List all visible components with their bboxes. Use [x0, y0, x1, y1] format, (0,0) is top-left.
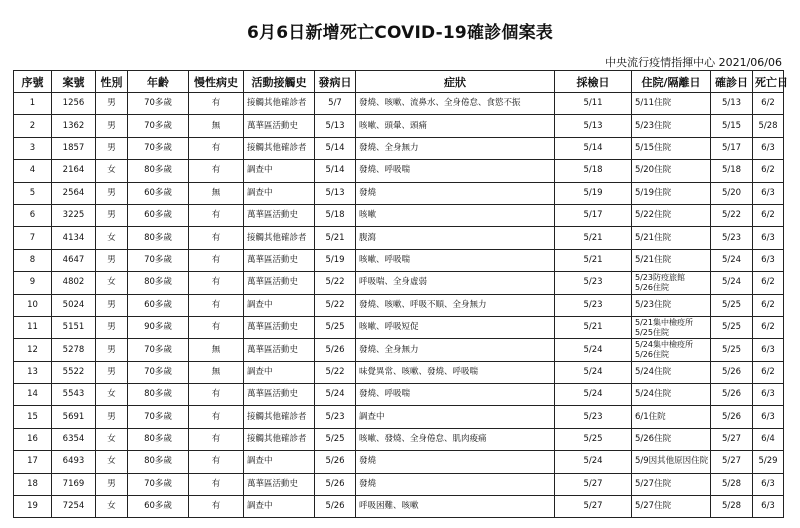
table-row — [14, 406, 784, 428]
cell-chronic: 無 — [189, 182, 244, 204]
cell-age: 70多歲 — [128, 339, 189, 361]
cell-contact: 調查中 — [244, 451, 315, 473]
cell-chronic: 有 — [189, 473, 244, 495]
cell-chronic: 有 — [189, 93, 244, 115]
cell-symptoms: 咳嗽、頭暈、頭痛 — [356, 115, 555, 137]
cell-hospital — [632, 182, 711, 204]
cell-confirmed: 5/26 — [711, 384, 753, 406]
cell-onset: 5/26 — [315, 451, 356, 473]
death-case-table — [13, 70, 788, 518]
cell-chronic: 有 — [189, 137, 244, 159]
table-row — [14, 316, 784, 338]
cell-age: 60多歲 — [128, 294, 189, 316]
hospital-line: 5/21住院 — [635, 254, 672, 265]
table-row — [14, 160, 784, 182]
cell-age: 80多歲 — [128, 384, 189, 406]
cell-chronic: 無 — [189, 115, 244, 137]
hospital-line: 5/21住院 — [635, 232, 672, 243]
cell-confirmed: 5/13 — [711, 93, 753, 115]
cell-contact: 萬華區活動史 — [244, 339, 315, 361]
cell-death: 6/3 — [753, 496, 784, 518]
cell-age: 70多歲 — [128, 473, 189, 495]
cell-test-date: 5/24 — [555, 361, 632, 383]
hospital-line: 5/22住院 — [635, 210, 672, 221]
cell-symptoms: 發燒、呼吸喘 — [356, 384, 555, 406]
hospital-line: 5/26住院 — [635, 349, 669, 359]
cell-age: 70多歲 — [128, 406, 189, 428]
cell-test-date: 5/17 — [555, 204, 632, 226]
cell-hospital — [632, 204, 711, 226]
cell-chronic: 有 — [189, 451, 244, 473]
cell-sex: 女 — [96, 428, 128, 450]
cell-test-date: 5/21 — [555, 316, 632, 338]
cell-hospital — [632, 361, 711, 383]
hospital-line: 5/27住院 — [635, 478, 672, 489]
cell-contact: 接觸其他確診者 — [244, 137, 315, 159]
header-hospital: 住院/隔離日 — [632, 71, 711, 93]
cell-chronic: 有 — [189, 496, 244, 518]
table-row — [14, 182, 784, 204]
cell-test-date: 5/21 — [555, 249, 632, 271]
cell-sex: 女 — [96, 384, 128, 406]
cell-chronic: 有 — [189, 272, 244, 294]
cell-test-date: 5/24 — [555, 339, 632, 361]
cell-contact: 調查中 — [244, 294, 315, 316]
cell-hospital — [632, 473, 711, 495]
cell-sex: 女 — [96, 496, 128, 518]
cell-seq: 9 — [14, 272, 52, 294]
hospital-line: 5/21集中檢疫所 — [635, 318, 693, 328]
cell-death: 6/2 — [753, 316, 784, 338]
cell-test-date: 5/11 — [555, 93, 632, 115]
hospital-line: 5/11住院 — [635, 98, 672, 109]
cell-onset: 5/22 — [315, 272, 356, 294]
header-contact: 活動接觸史 — [244, 71, 315, 93]
cell-test-date: 5/19 — [555, 182, 632, 204]
cell-onset: 5/13 — [315, 182, 356, 204]
cell-symptoms: 咳嗽、發燒、全身倦怠、肌肉痠痛 — [356, 428, 555, 450]
table-row — [14, 451, 784, 473]
cell-test-date: 5/18 — [555, 160, 632, 182]
cell-case-no: 7254 — [52, 496, 96, 518]
cell-contact: 接觸其他確診者 — [244, 93, 315, 115]
source-and-date: 中央流行疫情指揮中心 2021/06/06 — [605, 56, 782, 69]
cell-onset: 5/25 — [315, 316, 356, 338]
cell-chronic: 有 — [189, 428, 244, 450]
header-death: 死亡日 — [753, 71, 784, 93]
cell-case-no: 3225 — [52, 204, 96, 226]
cell-sex: 男 — [96, 316, 128, 338]
cell-sex: 男 — [96, 249, 128, 271]
hospital-line: 5/26住院 — [635, 282, 669, 292]
cell-onset: 5/24 — [315, 384, 356, 406]
cell-death: 6/2 — [753, 294, 784, 316]
cell-death: 6/2 — [753, 204, 784, 226]
cell-sex: 女 — [96, 451, 128, 473]
table-row — [14, 227, 784, 249]
cell-age: 70多歲 — [128, 249, 189, 271]
cell-symptoms: 咳嗽、呼吸短促 — [356, 316, 555, 338]
cell-onset: 5/26 — [315, 339, 356, 361]
table-row — [14, 361, 784, 383]
cell-chronic: 有 — [189, 384, 244, 406]
cell-chronic: 有 — [189, 316, 244, 338]
cell-case-no: 5543 — [52, 384, 96, 406]
cell-confirmed: 5/28 — [711, 496, 753, 518]
cell-confirmed: 5/26 — [711, 406, 753, 428]
cell-chronic: 有 — [189, 294, 244, 316]
header-symptoms: 症狀 — [356, 71, 555, 93]
cell-test-date: 5/24 — [555, 451, 632, 473]
cell-seq: 18 — [14, 473, 52, 495]
cell-hospital — [632, 406, 711, 428]
cell-onset: 5/25 — [315, 428, 356, 450]
cell-test-date: 5/27 — [555, 473, 632, 495]
cell-seq: 3 — [14, 137, 52, 159]
table-row — [14, 428, 784, 450]
header-sex: 性別 — [96, 71, 128, 93]
cell-death: 6/3 — [753, 339, 784, 361]
cell-case-no: 1857 — [52, 137, 96, 159]
cell-sex: 男 — [96, 294, 128, 316]
table-row — [14, 137, 784, 159]
cell-death: 6/4 — [753, 428, 784, 450]
table-row — [14, 272, 784, 294]
cell-hospital — [632, 93, 711, 115]
cell-hospital — [632, 339, 711, 361]
cell-hospital — [632, 496, 711, 518]
cell-confirmed: 5/24 — [711, 272, 753, 294]
cell-confirmed: 5/24 — [711, 249, 753, 271]
cell-seq: 11 — [14, 316, 52, 338]
cell-hospital — [632, 115, 711, 137]
cell-death: 6/3 — [753, 227, 784, 249]
cell-age: 70多歲 — [128, 115, 189, 137]
cell-case-no: 6354 — [52, 428, 96, 450]
cell-case-no: 5151 — [52, 316, 96, 338]
cell-age: 60多歲 — [128, 204, 189, 226]
cell-seq: 6 — [14, 204, 52, 226]
cell-chronic: 有 — [189, 227, 244, 249]
cell-contact: 接觸其他確診者 — [244, 428, 315, 450]
cell-confirmed: 5/22 — [711, 204, 753, 226]
header-case-no: 案號 — [52, 71, 96, 93]
cell-chronic: 有 — [189, 249, 244, 271]
table-header-row — [14, 71, 784, 93]
cell-symptoms: 發燒 — [356, 473, 555, 495]
hospital-line: 5/25住院 — [635, 327, 669, 337]
cell-sex: 男 — [96, 204, 128, 226]
cell-seq: 17 — [14, 451, 52, 473]
cell-chronic: 有 — [189, 406, 244, 428]
cell-sex: 男 — [96, 361, 128, 383]
cell-seq: 13 — [14, 361, 52, 383]
cell-death: 6/3 — [753, 473, 784, 495]
table-row — [14, 496, 784, 518]
cell-seq: 14 — [14, 384, 52, 406]
cell-seq: 4 — [14, 160, 52, 182]
cell-onset: 5/23 — [315, 406, 356, 428]
cell-seq: 12 — [14, 339, 52, 361]
cell-contact: 萬華區活動史 — [244, 316, 315, 338]
cell-age: 70多歲 — [128, 361, 189, 383]
cell-age: 80多歲 — [128, 272, 189, 294]
hospital-line: 5/15住院 — [635, 143, 672, 154]
cell-age: 90多歲 — [128, 316, 189, 338]
cell-case-no: 5691 — [52, 406, 96, 428]
cell-age: 70多歲 — [128, 93, 189, 115]
hospital-line: 5/9因其他原因住院 — [635, 456, 709, 467]
cell-test-date: 5/24 — [555, 384, 632, 406]
cell-contact: 萬華區活動史 — [244, 204, 315, 226]
cell-sex: 女 — [96, 160, 128, 182]
cell-symptoms: 發燒、全身無力 — [356, 339, 555, 361]
cell-sex: 女 — [96, 227, 128, 249]
cell-hospital — [632, 384, 711, 406]
hospital-line: 5/23住院 — [635, 120, 672, 131]
cell-case-no: 1362 — [52, 115, 96, 137]
cell-contact: 調查中 — [244, 160, 315, 182]
hospital-line: 5/20住院 — [635, 165, 672, 176]
cell-case-no: 2564 — [52, 182, 96, 204]
hospital-line: 5/24集中檢疫所 — [635, 340, 693, 350]
cell-case-no: 1256 — [52, 93, 96, 115]
cell-hospital — [632, 160, 711, 182]
cell-contact: 萬華區活動史 — [244, 473, 315, 495]
hospital-line: 5/24住院 — [635, 389, 672, 400]
cell-case-no: 4647 — [52, 249, 96, 271]
hospital-line: 6/1住院 — [635, 411, 666, 422]
cell-onset: 5/22 — [315, 294, 356, 316]
cell-sex: 男 — [96, 406, 128, 428]
cell-case-no: 5522 — [52, 361, 96, 383]
hospital-line: 5/23防疫旅館 — [635, 273, 685, 283]
cell-chronic: 無 — [189, 339, 244, 361]
cell-sex: 女 — [96, 272, 128, 294]
cell-onset: 5/19 — [315, 249, 356, 271]
table-row — [14, 339, 784, 361]
cell-death: 6/2 — [753, 272, 784, 294]
cell-contact: 萬華區活動史 — [244, 115, 315, 137]
cell-symptoms: 味覺異常、咳嗽、發燒、呼吸喘 — [356, 361, 555, 383]
cell-hospital — [632, 451, 711, 473]
table-row — [14, 473, 784, 495]
cell-case-no: 7169 — [52, 473, 96, 495]
cell-age: 70多歲 — [128, 137, 189, 159]
table-row — [14, 93, 784, 115]
cell-symptoms: 發燒 — [356, 451, 555, 473]
cell-sex: 男 — [96, 137, 128, 159]
header-chronic: 慢性病史 — [189, 71, 244, 93]
cell-test-date: 5/21 — [555, 227, 632, 249]
cell-contact: 接觸其他確診者 — [244, 227, 315, 249]
cell-death: 5/29 — [753, 451, 784, 473]
cell-death: 6/2 — [753, 93, 784, 115]
cell-death: 6/2 — [753, 160, 784, 182]
cell-seq: 1 — [14, 93, 52, 115]
table-row — [14, 294, 784, 316]
cell-chronic: 無 — [189, 361, 244, 383]
cell-test-date: 5/27 — [555, 496, 632, 518]
cell-onset: 5/22 — [315, 361, 356, 383]
cell-contact: 萬華區活動史 — [244, 249, 315, 271]
cell-hospital — [632, 272, 711, 294]
table-row — [14, 115, 784, 137]
header-onset: 發病日 — [315, 71, 356, 93]
header-age: 年齡 — [128, 71, 189, 93]
cell-case-no: 6493 — [52, 451, 96, 473]
cell-contact: 接觸其他確診者 — [244, 406, 315, 428]
cell-seq: 8 — [14, 249, 52, 271]
cell-hospital — [632, 249, 711, 271]
cell-seq: 5 — [14, 182, 52, 204]
cell-death: 6/3 — [753, 406, 784, 428]
cell-symptoms: 咳嗽、呼吸喘 — [356, 249, 555, 271]
cell-confirmed: 5/25 — [711, 339, 753, 361]
cell-confirmed: 5/25 — [711, 316, 753, 338]
cell-onset: 5/7 — [315, 93, 356, 115]
header-confirmed: 確診日 — [711, 71, 753, 93]
cell-death: 6/3 — [753, 137, 784, 159]
cell-hospital — [632, 137, 711, 159]
cell-death: 6/2 — [753, 361, 784, 383]
cell-onset: 5/26 — [315, 496, 356, 518]
cell-contact: 萬華區活動史 — [244, 272, 315, 294]
hospital-line: 5/26住院 — [635, 434, 672, 445]
cell-seq: 2 — [14, 115, 52, 137]
cell-death: 6/3 — [753, 249, 784, 271]
cell-contact: 萬華區活動史 — [244, 384, 315, 406]
cell-hospital — [632, 294, 711, 316]
cell-seq: 7 — [14, 227, 52, 249]
cell-symptoms: 發燒、呼吸喘 — [356, 160, 555, 182]
cell-test-date: 5/14 — [555, 137, 632, 159]
hospital-line: 5/24住院 — [635, 366, 672, 377]
document-title: 6月6日新增死亡COVID-19確診個案表 — [247, 23, 553, 43]
cell-symptoms: 發燒、咳嗽、呼吸不順、全身無力 — [356, 294, 555, 316]
table-row — [14, 384, 784, 406]
hospital-line: 5/27住院 — [635, 501, 672, 512]
cell-seq: 15 — [14, 406, 52, 428]
cell-seq: 10 — [14, 294, 52, 316]
cell-seq: 19 — [14, 496, 52, 518]
cell-confirmed: 5/26 — [711, 361, 753, 383]
cell-test-date: 5/23 — [555, 294, 632, 316]
cell-sex: 男 — [96, 182, 128, 204]
cell-onset: 5/26 — [315, 473, 356, 495]
cell-symptoms: 調查中 — [356, 406, 555, 428]
cell-confirmed: 5/17 — [711, 137, 753, 159]
cell-contact: 調查中 — [244, 361, 315, 383]
cell-sex: 男 — [96, 115, 128, 137]
cell-onset: 5/18 — [315, 204, 356, 226]
header-seq: 序號 — [14, 71, 52, 93]
cell-age: 80多歲 — [128, 451, 189, 473]
cell-test-date: 5/23 — [555, 272, 632, 294]
cell-case-no: 2164 — [52, 160, 96, 182]
cell-age: 80多歲 — [128, 428, 189, 450]
cell-death: 6/3 — [753, 384, 784, 406]
cell-sex: 男 — [96, 473, 128, 495]
table-row — [14, 204, 784, 226]
cell-case-no: 5278 — [52, 339, 96, 361]
cell-case-no: 4134 — [52, 227, 96, 249]
table-row — [14, 249, 784, 271]
cell-contact: 調查中 — [244, 182, 315, 204]
cell-confirmed: 5/25 — [711, 294, 753, 316]
cell-hospital — [632, 316, 711, 338]
header-test-date: 採檢日 — [555, 71, 632, 93]
cell-onset: 5/13 — [315, 115, 356, 137]
cell-death: 5/28 — [753, 115, 784, 137]
cell-symptoms: 發燒 — [356, 182, 555, 204]
cell-seq: 16 — [14, 428, 52, 450]
cell-symptoms: 腹瀉 — [356, 227, 555, 249]
cell-confirmed: 5/20 — [711, 182, 753, 204]
cell-symptoms: 發燒、咳嗽、流鼻水、全身倦怠、食慾不振 — [356, 93, 555, 115]
cell-confirmed: 5/27 — [711, 451, 753, 473]
cell-confirmed: 5/15 — [711, 115, 753, 137]
table-body — [14, 93, 784, 518]
hospital-line: 5/23住院 — [635, 299, 672, 310]
cell-symptoms: 呼吸困難、咳嗽 — [356, 496, 555, 518]
cell-sex: 男 — [96, 93, 128, 115]
hospital-line: 5/19住院 — [635, 187, 672, 198]
cell-age: 60多歲 — [128, 182, 189, 204]
cell-confirmed: 5/28 — [711, 473, 753, 495]
cell-symptoms: 發燒、全身無力 — [356, 137, 555, 159]
cell-hospital — [632, 227, 711, 249]
cell-contact: 調查中 — [244, 496, 315, 518]
cell-sex: 男 — [96, 339, 128, 361]
cell-test-date: 5/13 — [555, 115, 632, 137]
cell-death: 6/3 — [753, 182, 784, 204]
cell-chronic: 有 — [189, 204, 244, 226]
cell-age: 80多歲 — [128, 227, 189, 249]
cell-hospital — [632, 428, 711, 450]
cell-onset: 5/14 — [315, 137, 356, 159]
cell-symptoms: 呼吸喘、全身虛弱 — [356, 272, 555, 294]
cell-case-no: 4802 — [52, 272, 96, 294]
cell-test-date: 5/25 — [555, 428, 632, 450]
cell-onset: 5/21 — [315, 227, 356, 249]
cell-case-no: 5024 — [52, 294, 96, 316]
cell-symptoms: 咳嗽 — [356, 204, 555, 226]
cell-age: 80多歲 — [128, 160, 189, 182]
cell-confirmed: 5/23 — [711, 227, 753, 249]
cell-confirmed: 5/18 — [711, 160, 753, 182]
cell-age: 60多歲 — [128, 496, 189, 518]
cell-confirmed: 5/27 — [711, 428, 753, 450]
cell-chronic: 有 — [189, 160, 244, 182]
cell-test-date: 5/23 — [555, 406, 632, 428]
cell-onset: 5/14 — [315, 160, 356, 182]
